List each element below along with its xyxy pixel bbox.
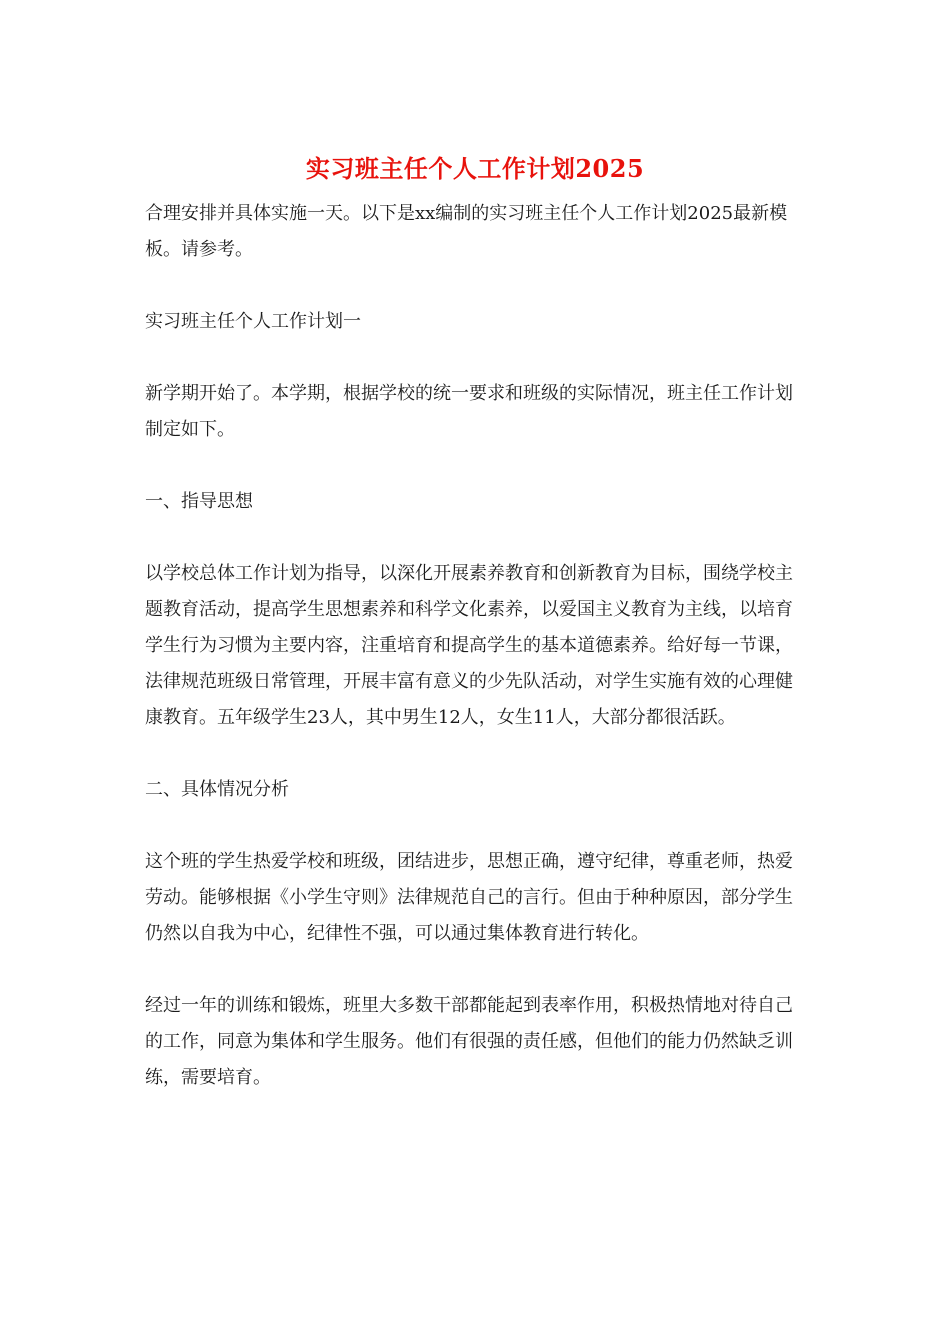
opening-paragraph: 新学期开始了。本学期，根据学校的统一要求和班级的实际情况，班主任工作计划制定如下。 xyxy=(145,383,793,440)
document-title: 实习班主任个人工作计划2025 xyxy=(305,154,645,183)
section-heading-plan-one: 实习班主任个人工作计划一 xyxy=(145,311,361,332)
section-heading-guiding-ideology: 一、指导思想 xyxy=(145,491,253,512)
section-heading-situation-analysis: 二、具体情况分析 xyxy=(145,779,289,800)
situation-paragraph-2: 经过一年的训练和锻炼，班里大多数干部都能起到表率作用，积极热情地对待自己的工作，同意为集体和学生服务。他们有很强的责任感，但他们的能力仍然缺乏训练，需要培育。 xyxy=(145,995,793,1088)
document-body xyxy=(145,196,805,1132)
situation-paragraph-1: 这个班的学生热爱学校和班级，团结进步，思想正确，遵守纪律，尊重老师，热爱劳动。能够根据《小学生守则》法律规范自己的言行。但由于种种原因，部分学生仍然以自我为中心，纪律性不强，可以通过集体教育进行转化。 xyxy=(145,851,793,944)
intro-paragraph: 合理安排并具体实施一天。以下是xx编制的实习班主任个人工作计划2025最新模板。请参考。 xyxy=(145,203,788,260)
guiding-ideology-paragraph: 以学校总体工作计划为指导，以深化开展素养教育和创新教育为目标，围绕学校主题教育活动，提高学生思想素养和科学文化素养，以爱国主义教育为主线，以培育学生行为习惯为主要内容，注重培育和提高学生的基本道德素养。给好每一节课，法律规范班级日常管理，开展丰富有意义的少先队活动，对学生实施有效的心理健康教育。五年级学生23人，其中男生12人，女生11人，大部分都很活跃。 xyxy=(145,563,793,728)
